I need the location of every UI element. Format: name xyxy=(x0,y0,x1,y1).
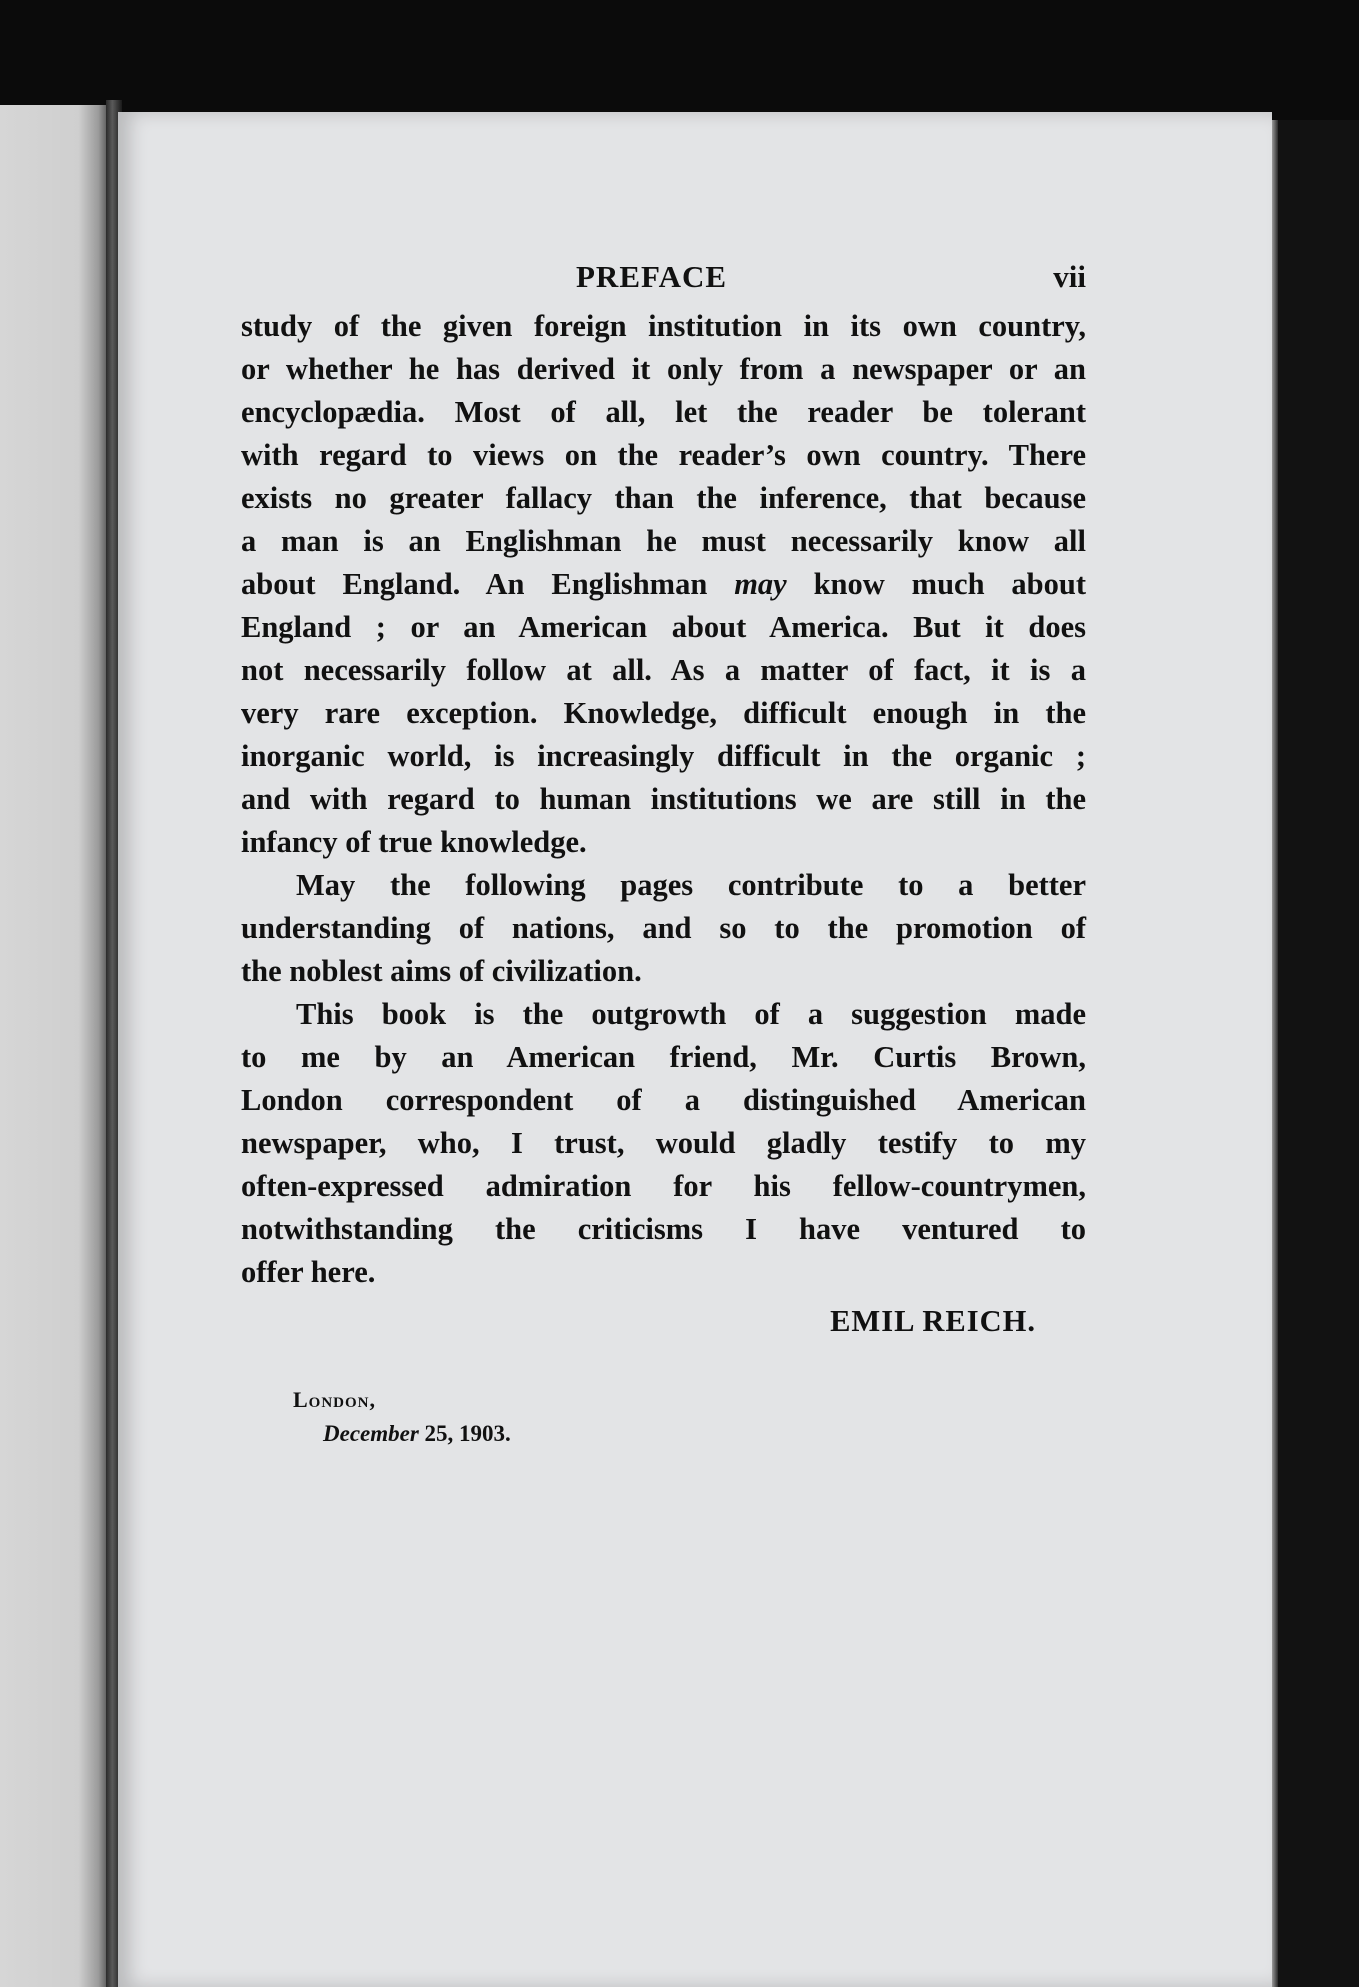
text-line: not necessarily follow at all. As a matter of fact, it is a xyxy=(241,653,1086,687)
date-month: December xyxy=(323,1421,419,1446)
text-line: This book is the outgrowth of a suggestion made xyxy=(296,997,1086,1031)
text-fragment: about England. An Englishman xyxy=(241,567,735,601)
text-line: understanding of nations, and so to the promotion of xyxy=(241,911,1086,945)
text-line: newspaper, who, I trust, would gladly testify to my xyxy=(241,1126,1086,1160)
place-date xyxy=(293,1417,511,1451)
scan-right-margin xyxy=(1272,120,1359,1987)
text-line: England ; or an American about America. But it does xyxy=(241,610,1086,644)
text-line: exists no greater fallacy than the inference, that because xyxy=(241,481,1086,515)
page-right-rim xyxy=(1272,120,1278,1987)
text-line: infancy of true knowledge. xyxy=(241,825,587,859)
text-line: offer here. xyxy=(241,1255,376,1289)
paragraph-1 xyxy=(241,305,1086,864)
text-line-with-italic xyxy=(241,563,1086,606)
text-line: or whether he has derived it only from a newspaper or an xyxy=(241,352,1086,386)
page-text xyxy=(241,255,1086,1360)
date-day-year: 25, 1903. xyxy=(418,1421,511,1446)
text-line: encyclopædia. Most of all, let the reader be tolerant xyxy=(241,395,1086,429)
text-fragment: know much about xyxy=(786,567,1086,601)
running-header xyxy=(241,255,1086,305)
text-line: London correspondent of a distinguished American xyxy=(241,1083,1086,1117)
text-line: a man is an Englishman he must necessarily know all xyxy=(241,524,1086,558)
author-signature: EMIL REICH. xyxy=(830,1304,1036,1338)
place-and-date xyxy=(293,1383,511,1451)
text-line: very rare exception. Knowledge, difficult enough in the xyxy=(241,696,1086,730)
page-number: vii xyxy=(1053,259,1086,294)
text-line: inorganic world, is increasingly difficult in the organic ; xyxy=(241,739,1086,773)
text-line: notwithstanding the criticisms I have ventured to xyxy=(241,1212,1086,1246)
paragraph-3 xyxy=(241,993,1086,1294)
text-line: often-expressed admiration for his fellow-countrymen, xyxy=(241,1169,1086,1203)
running-title: PREFACE xyxy=(576,259,728,294)
paragraph-2 xyxy=(241,864,1086,993)
text-line: May the following pages contribute to a better xyxy=(296,868,1086,902)
facing-page-edge xyxy=(0,105,112,1987)
text-line: the noblest aims of civilization. xyxy=(241,954,642,988)
text-line: study of the given foreign institution in its own country, xyxy=(241,309,1086,343)
text-line: with regard to views on the reader’s own country. There xyxy=(241,438,1086,472)
italic-word: may xyxy=(734,567,787,601)
place-city: London, xyxy=(293,1387,377,1412)
text-line: and with regard to human institutions we are still in the xyxy=(241,782,1086,816)
text-line: to me by an American friend, Mr. Curtis Brown, xyxy=(241,1040,1086,1074)
